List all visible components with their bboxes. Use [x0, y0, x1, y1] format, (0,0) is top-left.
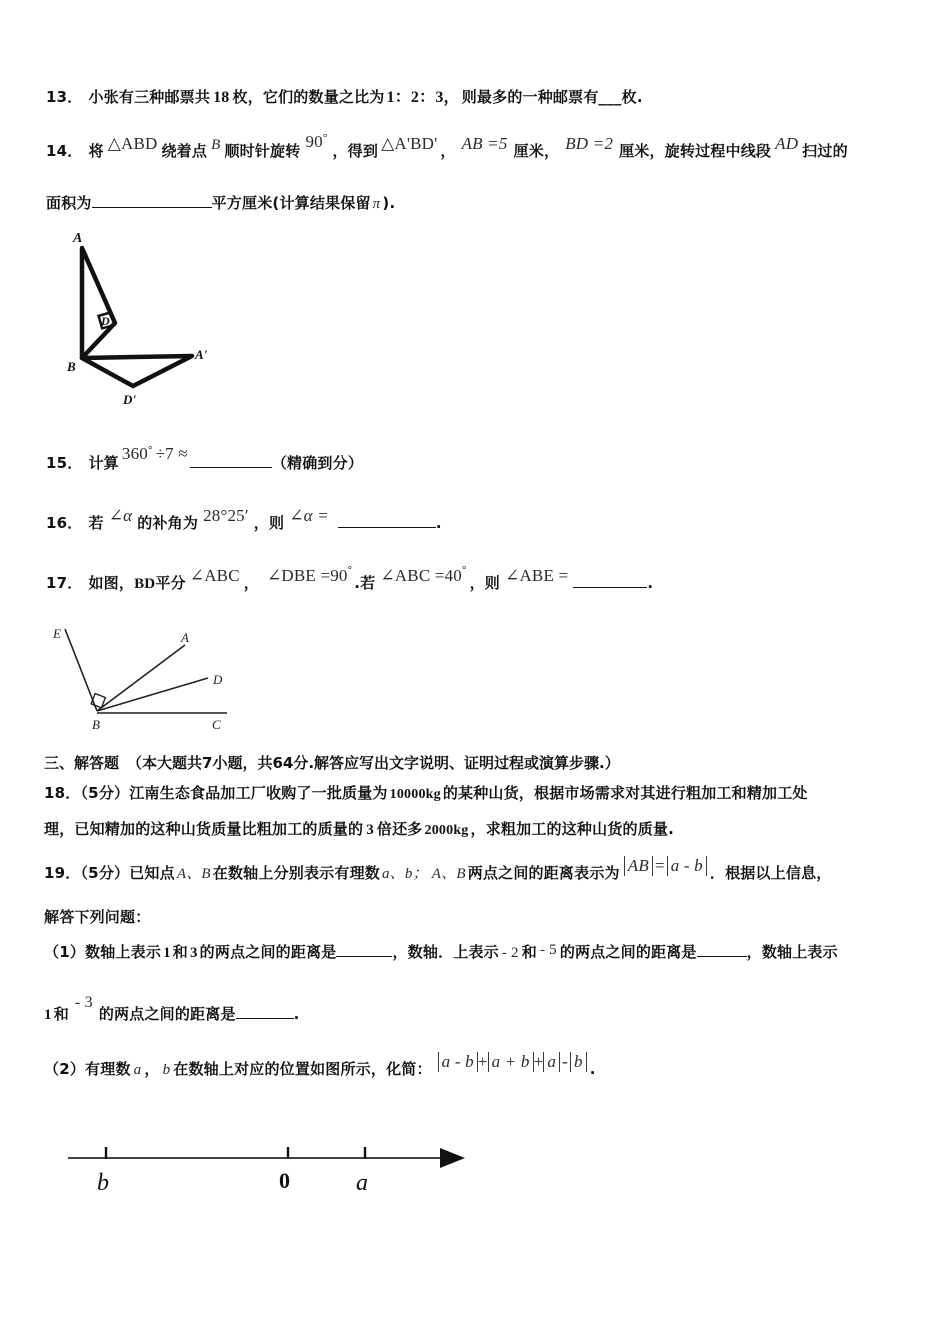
- q19-sub2-plus-1: +: [477, 1052, 488, 1071]
- q17-degree-mark-2: °: [462, 564, 467, 576]
- q19-sub1-t5: 和: [521, 943, 537, 961]
- question-17: [46, 564, 654, 594]
- q17-angle-abc: ∠ABC: [189, 566, 240, 585]
- q17-text-6: .: [647, 574, 654, 592]
- q19-sub1-v4: - 5: [539, 942, 557, 958]
- q14-text-10: 平方厘米(计算结果保留: [211, 194, 371, 212]
- q18-line2b: 倍还多: [376, 820, 423, 838]
- q14-triangle-abd: △ABD: [107, 134, 158, 153]
- q19-sub1-t3: 的两点之间的距离是: [199, 943, 337, 961]
- q15-expression-div7: ÷7 ≈: [155, 444, 188, 463]
- q19-sub2-t4: .: [589, 1060, 596, 1078]
- q19-sub2-minus: -: [562, 1052, 568, 1071]
- q13-value-18: 18: [213, 89, 230, 106]
- svg-text:D: D: [213, 672, 223, 687]
- q14-degree-90: 90: [305, 132, 323, 151]
- question-14-line-1: [46, 132, 848, 162]
- q19-formula-rhs: a - b: [667, 856, 707, 876]
- q19-points-ab-2: A、B: [431, 866, 466, 882]
- question-19-sub2: [44, 1052, 596, 1080]
- svg-text:b: b: [97, 1170, 109, 1196]
- q19-sub1-v3: - 2: [501, 945, 519, 961]
- question-14-line-2: [46, 192, 395, 214]
- q17-text-5: ，则: [469, 574, 501, 592]
- q13-ratio: 1：2：3，: [386, 89, 460, 106]
- q17-number: 17．: [46, 574, 83, 592]
- q14-bd-equals: BD =2: [565, 134, 614, 153]
- svg-text:B: B: [92, 717, 100, 732]
- q14-text-8: 扫过的: [802, 142, 848, 160]
- q19-line1e: ．根据以上信息，: [709, 864, 832, 882]
- svg-text:D: D: [101, 314, 110, 328]
- q18-line2c: ，求粗加工的这种山货的质量.: [470, 820, 675, 838]
- q14-text-9: 面积为: [46, 194, 92, 212]
- q18-marks: （5分）: [80, 784, 130, 802]
- q18-extra-value: 2000kg: [424, 823, 469, 838]
- q14-text-2: 绕着点: [161, 142, 208, 160]
- q17-angle-abe: ∠ABE =: [505, 566, 569, 585]
- q13-number: 13．: [46, 88, 83, 106]
- q14-text-7: 厘米，旋转过程中线段: [619, 142, 772, 160]
- q13-text-a: 小张有三种邮票共: [88, 88, 211, 106]
- q18-number: 18．: [44, 784, 81, 802]
- q16-answer-blank[interactable]: [338, 513, 436, 528]
- q19-sub2-t2: ，: [144, 1060, 160, 1078]
- q15-number: 15．: [46, 454, 83, 472]
- svg-text:D': D': [123, 392, 136, 407]
- q14-degree-mark: °: [322, 132, 328, 144]
- q19-sub1-blank-2[interactable]: [697, 942, 747, 957]
- question-18-line-1: [44, 784, 808, 804]
- q19-sub2-f3: a: [543, 1052, 560, 1072]
- q19-sub2-f2: a + b: [488, 1052, 534, 1072]
- q17-text-4: .若: [354, 574, 376, 592]
- rotated-triangle-figure: [55, 228, 230, 408]
- q15-degree-mark: °: [148, 444, 153, 456]
- q19-number: 19．: [44, 864, 81, 882]
- q18-line1: 江南生态食品加工厂收购了一批质量为: [129, 784, 388, 802]
- q14-point-b: B: [211, 137, 221, 153]
- q19-sub1-blank-1[interactable]: [336, 942, 392, 957]
- q19-sub1-blank-3[interactable]: [236, 1004, 294, 1019]
- question-19-sub1-line-2: [44, 994, 300, 1025]
- q19-sub1-t1: 数轴上表示: [85, 943, 162, 961]
- q19-sub2-t1: 有理数: [85, 1060, 131, 1078]
- q19-sub2-f4: b: [570, 1052, 587, 1072]
- q17-bd-label: BD: [134, 576, 156, 592]
- q19-sub2-var-a: a: [133, 1062, 142, 1078]
- q19-sub1-t6: 的两点之间的距离是: [559, 943, 697, 961]
- q17-text-2: 平分: [155, 574, 186, 592]
- q19-sub1-t2: 和: [172, 943, 188, 961]
- q19-points-ab: A、B: [176, 866, 211, 882]
- q17-degree-mark: °: [347, 564, 353, 576]
- q19-sub2-f1: a - b: [438, 1052, 478, 1072]
- q15-text-2: （精确到分）: [271, 454, 364, 472]
- q16-text-2: 的补角为: [137, 514, 199, 532]
- q16-angle-alpha: ∠α: [108, 506, 133, 525]
- question-19-line-1: [44, 856, 832, 884]
- q15-answer-blank[interactable]: [190, 453, 272, 468]
- q19-formula-equals: =: [654, 856, 665, 875]
- q15-text-1: 计算: [88, 454, 119, 472]
- q18-line1b: 的某种山货，根据市场需求对其进行粗加工和精加工处: [442, 784, 808, 802]
- svg-text:C: C: [212, 717, 221, 732]
- q14-segment-ad: AD: [775, 134, 799, 153]
- svg-text:B: B: [67, 359, 76, 374]
- q19-line1b: 在数轴上分别表示有理数: [212, 864, 380, 882]
- q19-sub2-label: （2）: [44, 1060, 86, 1078]
- svg-text:A': A': [195, 347, 208, 362]
- question-16: [46, 506, 442, 533]
- q16-text-4: .: [435, 514, 442, 532]
- q19-sub1-t9: 和: [53, 1005, 69, 1023]
- q19-marks: （5分）: [80, 864, 130, 882]
- section-3-header: [44, 752, 620, 773]
- q17-text-1: 如图，: [88, 574, 135, 592]
- q14-triangle-abd-prime: △A'BD': [381, 134, 438, 153]
- q19-sub1-v1: 1: [163, 945, 171, 961]
- q19-sub2-t3: 在数轴上对应的位置如图所示，化简：: [173, 1060, 432, 1078]
- section-3-desc: （本大题共7小题，共64分.解答应写出文字说明、证明过程或演算步骤.）: [127, 754, 620, 772]
- q19-line2: 解答下列问题：: [44, 908, 151, 926]
- q14-pi-symbol: π: [372, 196, 381, 212]
- svg-text:a: a: [356, 1170, 368, 1196]
- q18-times-value: 3: [366, 822, 374, 838]
- q19-sub2-var-b: b: [162, 1062, 171, 1078]
- q19-sub1-t10: 的两点之间的距离是: [98, 1005, 236, 1023]
- number-line-figure: [60, 1128, 470, 1208]
- q16-angle-equals: ∠α =: [289, 506, 329, 525]
- q14-number: 14．: [46, 142, 83, 160]
- q16-text-1: 若: [88, 514, 104, 532]
- q18-mass-value: 10000kg: [389, 787, 441, 802]
- question-15: [46, 444, 364, 473]
- q16-number: 16．: [46, 514, 83, 532]
- q19-sub1-t11: .: [293, 1005, 300, 1023]
- q14-answer-blank[interactable]: [92, 192, 212, 208]
- question-18-line-2: [44, 820, 674, 840]
- q17-answer-blank[interactable]: [573, 573, 647, 588]
- q14-text-6: 厘米，: [513, 142, 560, 160]
- q14-text-5: ，: [440, 142, 456, 160]
- q13-text-c: 则最多的一种邮票有___枚.: [461, 88, 643, 106]
- q14-text-1: 将: [88, 142, 104, 160]
- q14-text-3: 顺时针旋转: [224, 142, 301, 160]
- q19-sub2-plus-2: +: [533, 1052, 544, 1071]
- q19-sub1-t4: ，数轴．上表示: [392, 943, 499, 961]
- q17-text-3: ，: [243, 574, 259, 592]
- q19-formula-ab: AB: [624, 856, 653, 876]
- angle-bisector-figure: [45, 612, 255, 732]
- q16-supplement-value: 28°25′: [203, 506, 249, 525]
- q14-ab-equals: AB =5: [461, 134, 508, 153]
- q19-line1d: 两点之间的距离表示为: [467, 864, 620, 882]
- q19-sub1-label: （1）: [44, 943, 86, 961]
- svg-text:0: 0: [279, 1168, 290, 1193]
- q18-line2: 理，已知精加的这种山货质量比粗加工的质量的: [44, 820, 364, 838]
- q14-text-11: ).: [382, 194, 396, 212]
- q19-vars-ab: a、b；: [381, 866, 428, 882]
- q19-sub1-t7: ，数轴上表示: [746, 943, 838, 961]
- question-13: [46, 88, 643, 108]
- q17-angle-abc-value: ∠ABC =40: [380, 566, 462, 585]
- svg-text:E: E: [53, 626, 61, 641]
- q17-angle-dbe: ∠DBE =90: [266, 566, 348, 585]
- svg-text:A: A: [181, 630, 189, 645]
- q19-sub1-v2: 3: [189, 945, 198, 961]
- question-19-line-2: [44, 908, 150, 927]
- q19-sub1-v5: - 3: [74, 994, 93, 1011]
- q13-text-b: 枚，它们的数量之比为: [232, 88, 385, 106]
- q19-sub1-t8: 1: [44, 1007, 52, 1023]
- question-19-sub1-line-1: [44, 942, 838, 963]
- q14-text-4: ，得到: [332, 142, 379, 160]
- svg-text:A: A: [73, 231, 83, 246]
- section-3-title: 三、解答题: [44, 754, 120, 772]
- q16-text-3: ，则: [253, 514, 285, 532]
- q19-line1: 已知点: [129, 864, 175, 882]
- q15-expression-360: 360: [121, 444, 148, 463]
